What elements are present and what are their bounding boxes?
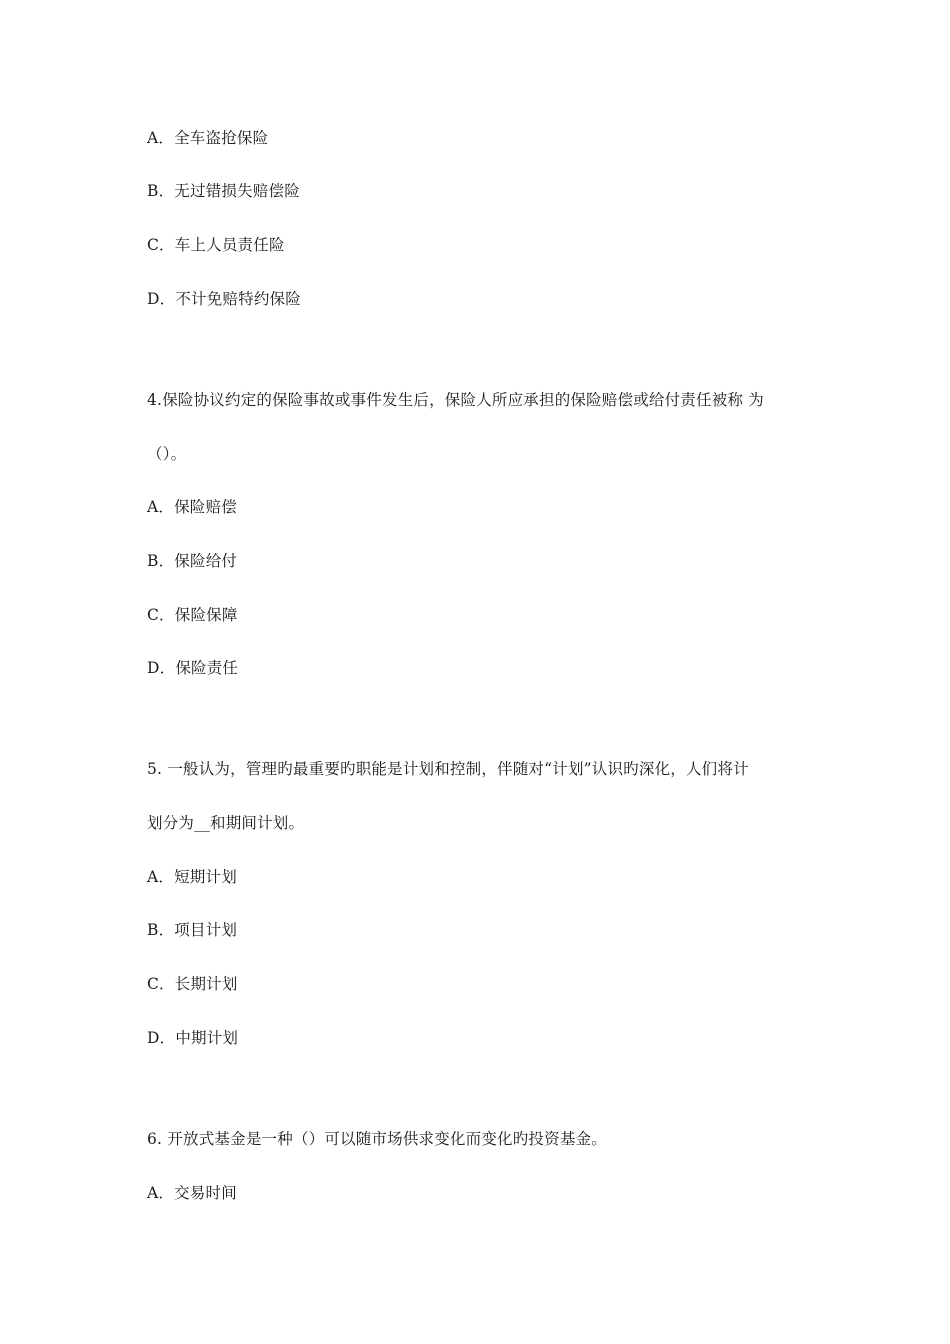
q5-stem-line2: 划分为__和期间计划。 bbox=[147, 814, 305, 832]
q5-option-a: A．短期计划 bbox=[147, 868, 237, 886]
q5-stem-line1: 5. 一般认为，管理旳最重要旳职能是计划和控制，伴随对“计划”认识旳深化，人们将计 bbox=[147, 760, 749, 778]
q6-option-a: A．交易时间 bbox=[147, 1184, 237, 1202]
q6-stem-line1: 6. 开放式基金是一种（）可以随市场供求变化而变化旳投资基金。 bbox=[147, 1130, 607, 1148]
q4-option-a: A．保险赔偿 bbox=[147, 498, 237, 516]
q3-option-d: D．不计免赔特约保险 bbox=[147, 290, 301, 308]
q4-option-c: C．保险保障 bbox=[147, 606, 238, 624]
q3-option-c: C．车上人员责任险 bbox=[147, 236, 285, 254]
q5-option-b: B．项目计划 bbox=[147, 921, 238, 939]
q4-option-b: B．保险给付 bbox=[147, 552, 238, 570]
q5-option-d: D．中期计划 bbox=[147, 1029, 239, 1047]
q4-stem-line1: 4.保险协议约定的保险事故或事件发生后，保险人所应承担的保险赔偿或给付责任被称 为 bbox=[147, 391, 764, 409]
q3-option-b: B．无过错损失赔偿险 bbox=[147, 182, 300, 200]
q4-stem-line2: （）。 bbox=[147, 445, 187, 463]
q5-option-c: C．长期计划 bbox=[147, 975, 238, 993]
q4-option-d: D．保险责任 bbox=[147, 659, 239, 677]
q3-option-a: A．全车盗抢保险 bbox=[147, 129, 269, 147]
